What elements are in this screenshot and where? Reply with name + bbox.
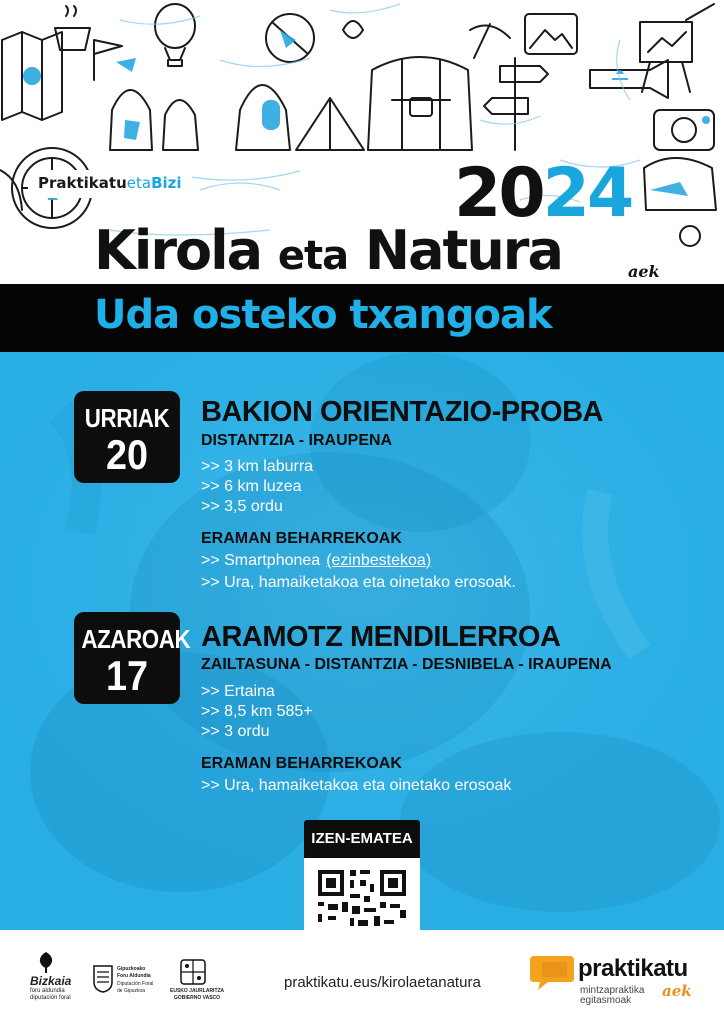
event2-month: AZAROAK xyxy=(81,624,191,654)
brand-part3: Bizi xyxy=(151,174,182,192)
event2-subtitle: ZAILTASUNA - DISTANTZIA - DESNIBELA - IRAUPENA xyxy=(201,656,612,673)
eusko-line2: GOBIERNO VASCO xyxy=(174,995,221,1001)
event1-detail-1: >> 3 km laburra xyxy=(201,458,314,475)
bizkaia-sub2: diputación foral xyxy=(30,995,71,1001)
event2-detail-3: >> 3 ordu xyxy=(201,723,270,740)
event2-bring-line1: >> Ura, hamaiketakoa eta oinetako erosoak xyxy=(201,777,512,794)
year-part1: 20 xyxy=(454,154,543,233)
title-word1: Kirola xyxy=(94,219,262,282)
website-link[interactable]: praktikatu.eus/kirolaetanatura xyxy=(284,974,481,991)
bizkaia-tree-icon xyxy=(36,950,56,974)
gipuzkoa-line1: Gipuzkoako xyxy=(117,966,146,972)
praktikatu-eta-bizi-brand xyxy=(28,170,192,198)
event2-bring-heading: ERAMAN BEHARREKOAK xyxy=(201,755,402,772)
event2-title: ARAMOTZ MENDILERROA xyxy=(201,621,561,653)
event1-bring-line2: >> Ura, hamaiketakoa eta oinetako erosoak. xyxy=(201,574,516,591)
aek-logo-text: aek xyxy=(628,262,660,281)
title-word3: Natura xyxy=(364,219,562,282)
title-word2: eta xyxy=(277,233,349,279)
year-part2: 24 xyxy=(542,154,632,233)
event2-detail-1: >> Ertaina xyxy=(201,683,275,700)
event1-detail-2: >> 6 km luzea xyxy=(201,478,302,495)
gipuzkoa-line4: de Gipuzkoa xyxy=(117,988,146,994)
praktikatu-wordmark: praktikatu xyxy=(578,955,688,982)
bizkaia-label: Bizkaia xyxy=(30,974,72,988)
subtitle: Uda osteko txangoak xyxy=(94,292,552,338)
event1-bring-heading: ERAMAN BEHARREKOAK xyxy=(201,530,402,547)
event2-date-box xyxy=(74,612,191,704)
main-title xyxy=(94,219,562,282)
gipuzkoa-line3: Diputación Foral xyxy=(117,981,154,987)
event2-day: 17 xyxy=(105,652,149,699)
gipuzkoa-line2: Foru Aldundia xyxy=(117,973,151,979)
event1-title: BAKION ORIENTAZIO-PROBA xyxy=(201,396,604,428)
event2-detail-2: >> 8,5 km 585+ xyxy=(201,703,313,720)
event1-bring-line1 xyxy=(201,552,431,570)
praktikatu-tag-line2: egitasmoak xyxy=(580,995,632,1006)
praktikatu-tag-line1: mintzapraktika xyxy=(580,985,645,996)
eusko-line1: EUSKO JAURLARITZA xyxy=(170,988,225,994)
event1-essential-link[interactable]: (ezinbestekoa) xyxy=(326,552,432,569)
brand-part1: Praktikatu xyxy=(38,174,127,192)
event1-detail-3: >> 3,5 ordu xyxy=(201,498,283,515)
brand-part2: eta xyxy=(126,174,152,192)
event1-day: 20 xyxy=(105,431,149,478)
year-heading xyxy=(454,154,632,233)
praktikatu-aek: aek xyxy=(662,982,692,1000)
bizkaia-sub1: foru aldundia xyxy=(30,988,65,994)
registration-label: IZEN-EMATEA xyxy=(304,820,420,858)
event1-bring-line1-text: >> Smartphonea xyxy=(201,552,321,569)
eusko-jaurlaritza-crest-icon xyxy=(178,958,208,986)
event1-month: URRIAK xyxy=(84,403,170,433)
gipuzkoa-shield-icon xyxy=(92,964,114,994)
event1-date-box xyxy=(74,391,180,483)
praktikatu-speech-bubble-icon xyxy=(530,952,574,992)
event1-subtitle: DISTANTZIA - IRAUPENA xyxy=(201,432,393,449)
praktikatu-tagline xyxy=(580,986,644,1006)
